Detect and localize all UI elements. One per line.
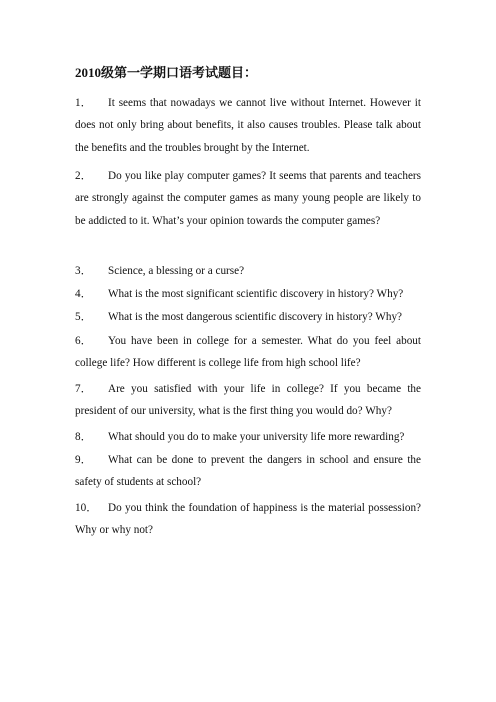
question-7	[75, 378, 421, 423]
question-number: 1．	[75, 97, 92, 109]
question-6	[75, 330, 421, 375]
question-8	[75, 426, 421, 448]
question-10	[75, 497, 421, 542]
question-text: You have been in college for a semester. What do you feel about college life? How different is college life from high school life?	[75, 335, 421, 370]
question-text: What should you do to make your university life more rewarding?	[108, 431, 405, 443]
question-text: What can be done to prevent the dangers in school and ensure the safety of students at school?	[75, 454, 421, 489]
question-number: 3．	[75, 265, 92, 277]
question-text: What is the most dangerous scientific discovery in history? Why?	[108, 311, 403, 323]
question-text: Do you like play computer games? It seems that parents and teachers are strongly against the computer games as many young people are likely to be addicted to it. What’s your opinion towards the computer games?	[75, 170, 421, 227]
question-number: 5．	[75, 311, 92, 323]
question-2	[75, 165, 421, 232]
question-number: 6．	[75, 335, 92, 347]
question-text: Science, a blessing or a curse?	[108, 265, 245, 277]
question-number: 9．	[75, 454, 92, 466]
question-number: 7．	[75, 383, 92, 395]
page-title: 2010级第一学期口语考试题目：	[75, 65, 258, 80]
question-number: 4．	[75, 288, 92, 300]
question-5	[75, 306, 421, 328]
question-3	[75, 260, 421, 282]
question-text: Do you think the foundation of happiness is the material possession? Why or why not?	[75, 502, 421, 537]
question-number: 8．	[75, 431, 92, 443]
question-text: What is the most significant scientific discovery in history? Why?	[108, 288, 404, 300]
question-text: It seems that nowadays we cannot live without Internet. However it does not only bring about benefits, it also causes troubles. Please talk about the benefits and the troubles brought by the Internet.	[75, 97, 421, 154]
question-9	[75, 449, 421, 494]
question-number: 10．	[75, 502, 98, 514]
question-number: 2．	[75, 170, 92, 182]
question-4	[75, 283, 421, 305]
question-1	[75, 92, 421, 159]
question-text: Are you satisfied with your life in college? If you became the president of our university, what is the first thing you would do? Why?	[75, 383, 421, 418]
